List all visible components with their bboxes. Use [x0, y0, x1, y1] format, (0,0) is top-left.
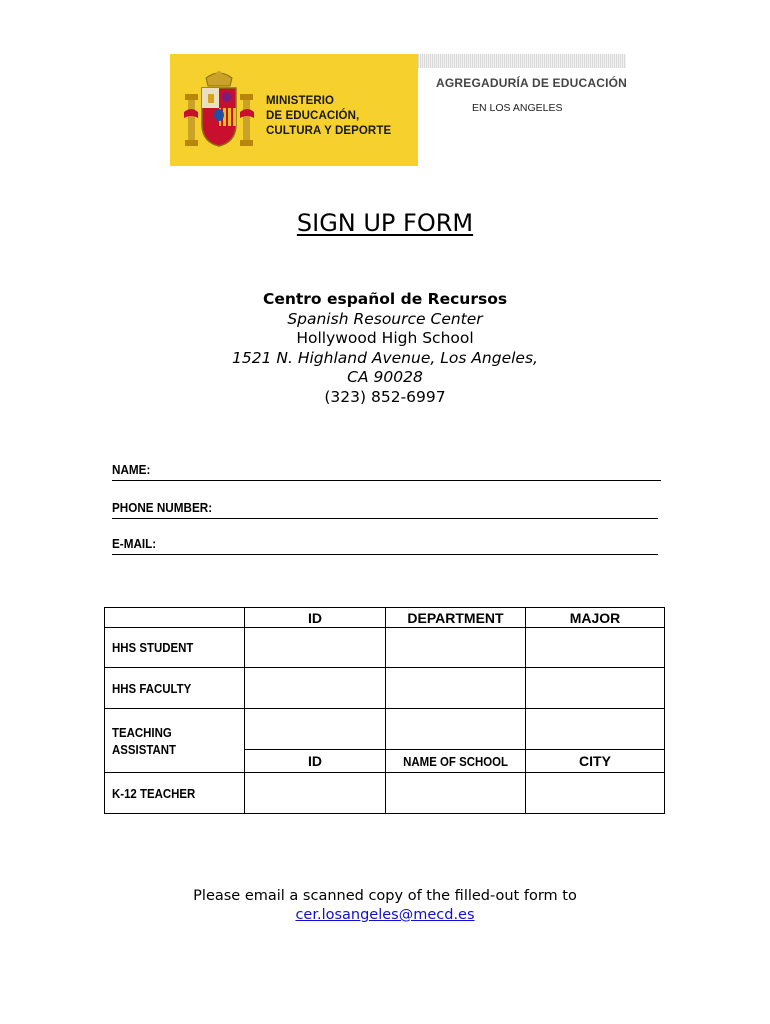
signup-table: [104, 607, 665, 814]
phone-label: PHONE NUMBER:: [112, 500, 213, 515]
subheader-city: CITY: [526, 750, 665, 773]
input-cell-name-of-school[interactable]: [386, 773, 526, 814]
agency-banner-strip: [418, 54, 626, 68]
ministry-name: MINISTERIO DE EDUCACIÓN, CULTURA Y DEPORTE: [266, 95, 392, 137]
address-line: 1521 N. Highland Avenue, Los Angeles,: [232, 348, 538, 367]
agency-title: AGREGADURÍA DE EDUCACIÓN: [436, 76, 628, 90]
table-header-row: [105, 608, 665, 628]
input-cell-city[interactable]: [526, 773, 665, 814]
contact-email-link[interactable]: cer.losangeles@mecd.es: [295, 907, 475, 923]
header-department: DEPARTMENT: [386, 608, 526, 628]
input-cell-department[interactable]: [386, 709, 526, 750]
input-cell-major[interactable]: [526, 628, 665, 668]
row-label-teaching-assistant: TEACHING ASSISTANT: [105, 709, 245, 773]
email-field[interactable]: [112, 536, 658, 555]
input-cell-department[interactable]: [386, 668, 526, 709]
subheader-id: ID: [245, 750, 386, 773]
input-cell-id[interactable]: [245, 773, 386, 814]
center-contact-info: [0, 290, 770, 407]
table-row: [105, 628, 665, 668]
header-major: MAJOR: [526, 608, 665, 628]
center-name-es: Centro español de Recursos: [262, 290, 508, 308]
name-label: NAME:: [112, 462, 151, 477]
input-cell-id[interactable]: [245, 668, 386, 709]
input-cell-major[interactable]: [526, 668, 665, 709]
state-zip: CA 90028: [347, 368, 423, 386]
input-cell-department[interactable]: [386, 628, 526, 668]
row-label-hhs-student: HHS STUDENT: [105, 628, 245, 668]
subheader-name-of-school: NAME OF SCHOOL: [386, 750, 526, 773]
phone-number: (323) 852-6997: [324, 387, 446, 406]
header-id: ID: [245, 608, 386, 628]
coat-of-arms-icon: [182, 68, 256, 152]
input-cell-id[interactable]: [245, 628, 386, 668]
footer-instruction-text: Please email a scanned copy of the filled-out form to: [193, 888, 577, 904]
row-label-hhs-faculty: HHS FACULTY: [105, 668, 245, 709]
center-name-en: Spanish Resource Center: [287, 309, 483, 328]
page-title: SIGN UP FORM: [296, 209, 474, 237]
input-cell-major[interactable]: [526, 709, 665, 750]
header-empty-cell: [105, 608, 245, 628]
table-row: [105, 668, 665, 709]
school-name: Hollywood High School: [296, 329, 474, 347]
table-row: [105, 773, 665, 814]
input-cell-id[interactable]: [245, 709, 386, 750]
ministry-logo-banner: [170, 54, 418, 166]
agency-subtitle: EN LOS ANGELES: [472, 102, 563, 114]
table-row: [105, 709, 665, 750]
name-field[interactable]: [112, 462, 661, 481]
row-label-k12-teacher: K-12 TEACHER: [105, 773, 245, 814]
email-label: E-MAIL:: [112, 536, 157, 551]
phone-field[interactable]: [112, 500, 658, 519]
footer-instructions: [0, 887, 770, 925]
